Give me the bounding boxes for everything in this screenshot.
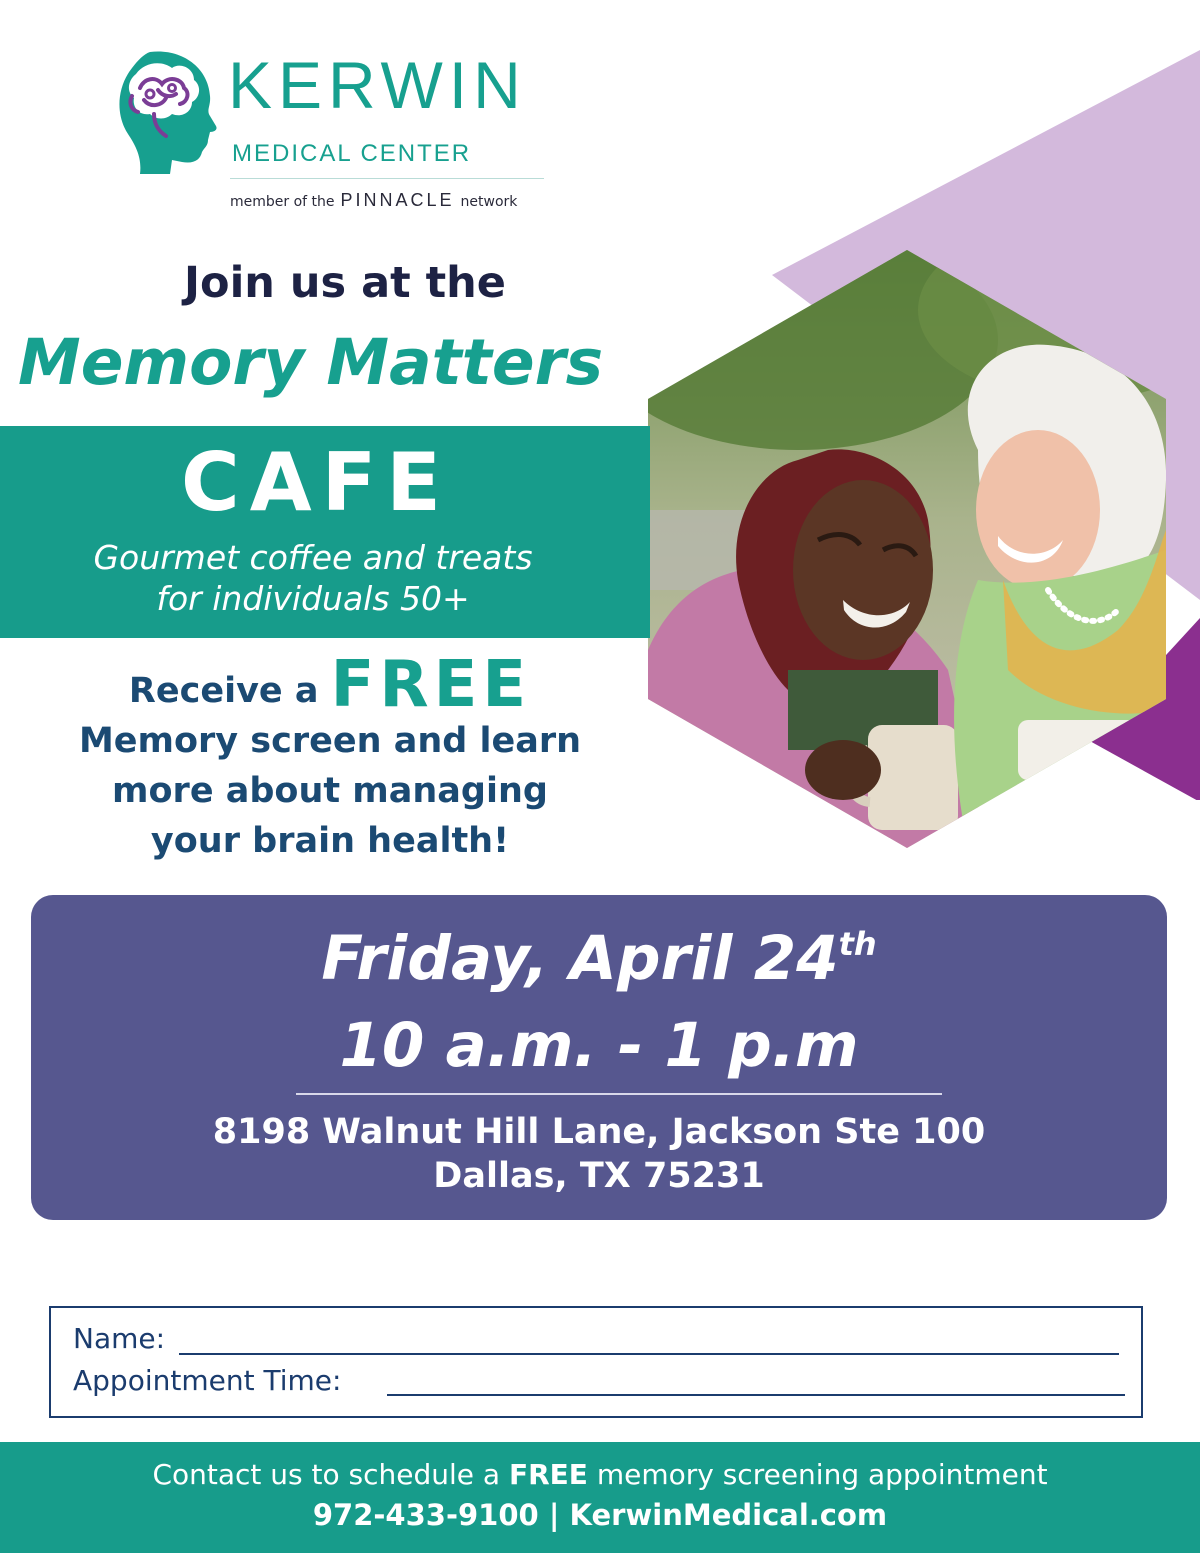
contact-suffix: memory screening appointment — [596, 1458, 1048, 1491]
cafe-title: CAFE — [181, 436, 451, 529]
website-link[interactable]: KerwinMedical.com — [569, 1498, 888, 1532]
event-divider — [296, 1093, 942, 1095]
contact-separator: | — [548, 1498, 560, 1532]
offer-line-4: your brain health! — [150, 821, 510, 861]
cafe-tagline — [0, 537, 626, 619]
appointment-form — [49, 1306, 1143, 1418]
contact-details — [0, 1498, 1200, 1532]
event-date-suffix: th — [838, 925, 877, 963]
event-date-text: Friday, April 24 — [321, 923, 839, 994]
intro-text: Join us at the — [184, 258, 506, 308]
offer-prefix: Receive a — [128, 671, 319, 711]
member-suffix: network — [460, 194, 518, 210]
network-name: PINNACLE — [340, 190, 455, 210]
appointment-time-label: Appointment Time: — [73, 1364, 342, 1397]
contact-prefix: Contact us to schedule a — [152, 1458, 501, 1491]
network-membership — [230, 190, 517, 211]
offer-free: FREE — [330, 648, 532, 722]
offer-line-1 — [0, 648, 660, 722]
name-label: Name: — [73, 1322, 166, 1355]
event-time: 10 a.m. - 1 p.m — [339, 1010, 859, 1081]
appointment-time-field-line[interactable] — [387, 1394, 1125, 1396]
kerwin-logo-head-icon — [110, 48, 220, 178]
tagline-line-1: Gourmet coffee and treats — [93, 538, 533, 577]
logo-wordmark: KERWIN — [228, 48, 527, 122]
offer-text — [0, 648, 660, 866]
logo-divider — [230, 178, 544, 179]
contact-free: FREE — [508, 1458, 588, 1491]
logo-subtitle: MEDICAL CENTER — [232, 140, 472, 167]
offer-line-3: more about managing — [112, 771, 548, 811]
address-line-2: Dallas, TX 75231 — [433, 1156, 765, 1196]
phone-number[interactable]: 972-433-9100 — [312, 1498, 539, 1532]
event-address — [31, 1110, 1167, 1198]
event-photo — [648, 250, 1166, 848]
contact-text — [0, 1458, 1200, 1491]
name-field-line[interactable] — [179, 1353, 1119, 1355]
member-prefix: member of the — [230, 194, 335, 210]
event-name: Memory Matters — [18, 326, 604, 399]
event-date — [31, 925, 1167, 992]
address-line-1: 8198 Walnut Hill Lane, Jackson Ste 100 — [212, 1112, 986, 1152]
offer-line-2: Memory screen and learn — [78, 721, 582, 761]
tagline-line-2: for individuals 50+ — [156, 579, 470, 618]
